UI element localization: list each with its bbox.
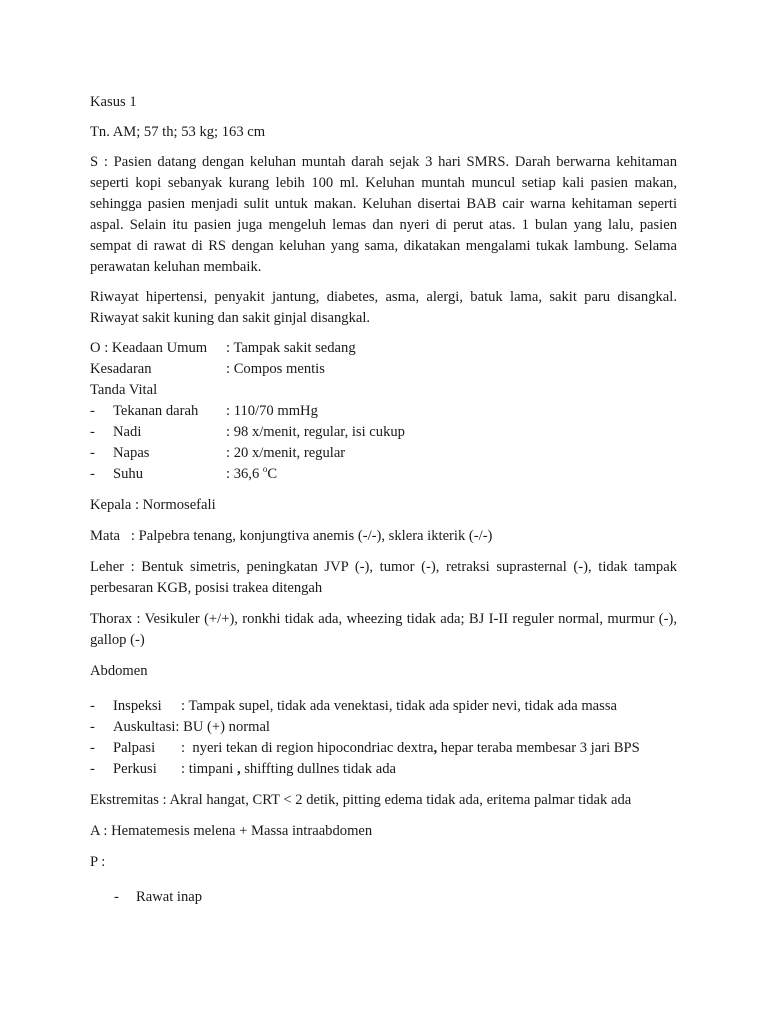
plan-item [114, 887, 677, 908]
document-body [90, 92, 677, 908]
perkusi-text-a: : timpani [181, 761, 237, 777]
vital-label: Napas [113, 445, 150, 461]
general-condition-row [90, 338, 677, 359]
vital-label: Tekanan darah [113, 403, 199, 419]
plan-title: P : [90, 854, 106, 870]
abdomen-list [90, 696, 677, 780]
case-title: Kasus 1 [90, 94, 137, 110]
mata-line: Mata : Palpebra tenang, konjungtiva anemis (-/-), sklera ikterik (-/-) [90, 528, 493, 544]
vital-row-pulse [90, 422, 677, 443]
abdomen-label: Perkusi [113, 761, 157, 777]
abdomen-title: Abdomen [90, 663, 148, 679]
temp-unit: C [267, 466, 278, 482]
perkusi-comma: , [236, 761, 241, 777]
vital-label: Suhu [113, 466, 144, 482]
assessment-line: A : Hematemesis melena + Massa intraabdomen [90, 823, 373, 839]
list-dash: - [90, 403, 95, 419]
abdomen-label: Palpasi [113, 740, 156, 756]
list-dash: - [90, 424, 95, 440]
list-dash: - [90, 466, 95, 482]
degree-sup: o [262, 464, 268, 475]
palpasi-text-a: : nyeri tekan di region hipocondriac dextra [181, 740, 434, 756]
vitals-title: Tanda Vital [90, 382, 158, 398]
abdomen-value [181, 738, 640, 759]
general-condition-value: : Tampak sakit sedang [226, 340, 356, 356]
abdomen-item-auskultasi [90, 717, 677, 738]
list-dash: - [90, 719, 95, 735]
ekstremitas-line: Ekstremitas : Akral hangat, CRT < 2 detik, pitting edema tidak ada, eritema palmar tidak ada [90, 792, 632, 808]
abdomen-item-perkusi [90, 759, 677, 780]
vital-value: : 110/70 mmHg [226, 403, 318, 419]
abdomen-item-palpasi [90, 738, 677, 759]
list-dash: - [90, 698, 95, 714]
leher-paragraph: Leher : Bentuk simetris, peningkatan JVP (-), tumor (-), retraksi suprasternal (-), tidak tampak perbesaran KGB, posisi trakea ditengah [90, 559, 677, 596]
patient-info: Tn. AM; 57 th; 53 kg; 163 cm [90, 124, 266, 140]
kepala-line: Kepala : Normosefali [90, 497, 216, 513]
abdomen-value: : Tampak supel, tidak ada venektasi, tidak ada spider nevi, tidak ada massa [181, 698, 617, 714]
thorax-paragraph: Thorax : Vesikuler (+/+), ronkhi tidak ada, wheezing tidak ada; BJ I-II reguler normal, murmur (-), gallop (-) [90, 611, 677, 648]
plan-item-text: Rawat inap [136, 889, 203, 905]
vital-row-blood-pressure [90, 401, 677, 422]
palpasi-comma: , [433, 740, 438, 756]
consciousness-value: : Compos mentis [226, 361, 325, 377]
abdomen-item-inspeksi [90, 696, 677, 717]
perkusi-text-b: shiffting dullnes tidak ada [240, 761, 396, 777]
vital-value: : 20 x/menit, regular [226, 445, 346, 461]
vital-row-respiration [90, 443, 677, 464]
list-dash: - [114, 889, 119, 905]
abdomen-value: Auskultasi: BU (+) normal [113, 719, 270, 735]
temp-number: : 36,6 [226, 466, 263, 482]
general-condition-label: O : Keadaan Umum [90, 340, 208, 356]
vital-row-temperature [90, 464, 677, 485]
consciousness-row [90, 359, 677, 380]
vital-label: Nadi [113, 424, 142, 440]
list-dash: - [90, 445, 95, 461]
objective-section [90, 338, 677, 485]
vital-value: : 98 x/menit, regular, isi cukup [226, 424, 405, 440]
vital-value [226, 464, 277, 485]
list-dash: - [90, 761, 95, 777]
abdomen-value [181, 759, 396, 780]
consciousness-label: Kesadaran [90, 361, 152, 377]
subjective-paragraph: S : Pasien datang dengan keluhan muntah darah sejak 3 hari SMRS. Darah berwarna kehitaman seperti kopi sebanyak kurang lebih 100 ml. Keluhan muntah muncul setiap kali pasien makan, sehingga pasien menjadi sulit untuk makan. Keluhan disertai BAB cair warna kehitaman seperti aspal. Selain itu pasien juga mengeluh lemas dan nyeri di perut atas. 1 bulan yang lalu, pasien sempat di rawat di RS dengan keluhan yang sama, dikatakan mengalami tukak lambung. Selama perawatan keluhan membaik. [90, 154, 677, 275]
history-paragraph: Riwayat hipertensi, penyakit jantung, diabetes, asma, alergi, batuk lama, sakit paru disangkal. Riwayat sakit kuning dan sakit ginjal disangkal. [90, 289, 677, 326]
palpasi-text-b: hepar teraba membesar 3 jari BPS [437, 740, 640, 756]
abdomen-label: Inspeksi [113, 698, 162, 714]
list-dash: - [90, 740, 95, 756]
